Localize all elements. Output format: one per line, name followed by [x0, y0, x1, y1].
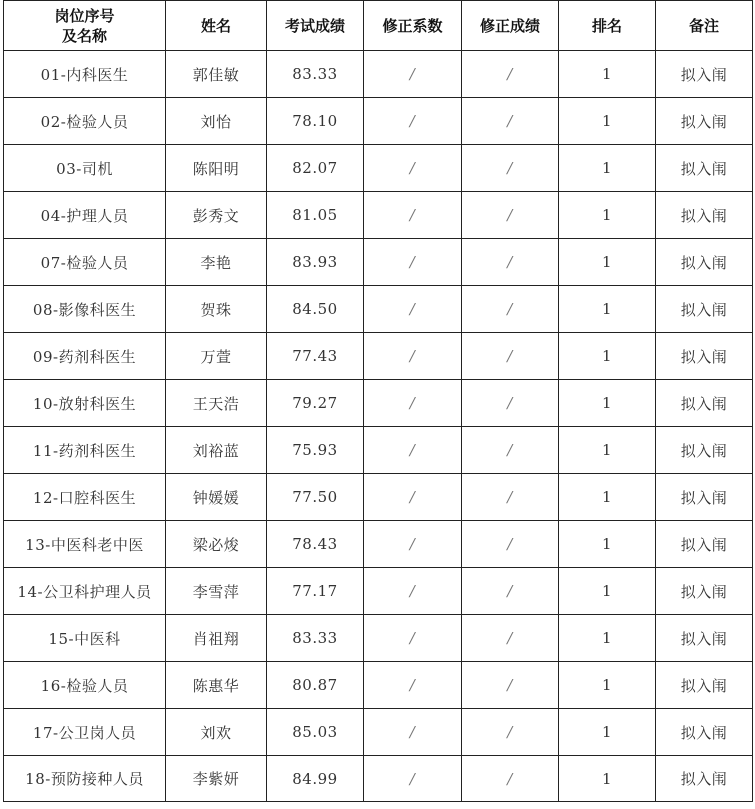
cell-rank: 1: [559, 709, 656, 756]
table-body: [4, 51, 753, 802]
cell-remark: 拟入闱: [656, 51, 753, 98]
cell-remark: 拟入闱: [656, 709, 753, 756]
cell-post: 10-放射科医生: [4, 380, 166, 427]
cell-score: 78.10: [267, 98, 364, 145]
cell-name: 梁必焌: [166, 521, 267, 568]
cell-post: 11-药剂科医生: [4, 427, 166, 474]
cell-post: 14-公卫科护理人员: [4, 568, 166, 615]
cell-post: 09-药剂科医生: [4, 333, 166, 380]
cell-remark: 拟入闱: [656, 521, 753, 568]
cell-remark: 拟入闱: [656, 145, 753, 192]
cell-post: 18-预防接种人员: [4, 756, 166, 802]
table-row: [4, 427, 753, 474]
cell-post: 15-中医科: [4, 615, 166, 662]
table-row: [4, 568, 753, 615]
header-corrected: 修正成绩: [462, 1, 559, 51]
header-post: [4, 1, 166, 51]
cell-score: 77.50: [267, 474, 364, 521]
header-post-line2: 及名称: [61, 26, 107, 45]
cell-coef: /: [364, 615, 462, 662]
cell-name: 郭佳敏: [166, 51, 267, 98]
cell-score: 80.87: [267, 662, 364, 709]
cell-corrected: /: [462, 427, 559, 474]
cell-corrected: /: [462, 145, 559, 192]
cell-score: 84.99: [267, 756, 364, 802]
cell-post: 04-护理人员: [4, 192, 166, 239]
cell-post: 13-中医科老中医: [4, 521, 166, 568]
cell-name: 王天浩: [166, 380, 267, 427]
cell-score: 85.03: [267, 709, 364, 756]
cell-rank: 1: [559, 380, 656, 427]
cell-name: 李艳: [166, 239, 267, 286]
cell-rank: 1: [559, 568, 656, 615]
cell-coef: /: [364, 98, 462, 145]
cell-score: 77.17: [267, 568, 364, 615]
cell-score: 83.33: [267, 51, 364, 98]
cell-remark: 拟入闱: [656, 427, 753, 474]
header-remark: 备注: [656, 1, 753, 51]
cell-rank: 1: [559, 474, 656, 521]
cell-score: 83.93: [267, 239, 364, 286]
cell-rank: 1: [559, 521, 656, 568]
cell-remark: 拟入闱: [656, 662, 753, 709]
cell-corrected: /: [462, 709, 559, 756]
table-row: [4, 615, 753, 662]
table-row: [4, 51, 753, 98]
header-coef: 修正系数: [364, 1, 462, 51]
cell-score: 83.33: [267, 615, 364, 662]
cell-rank: 1: [559, 192, 656, 239]
cell-score: 84.50: [267, 286, 364, 333]
cell-coef: /: [364, 145, 462, 192]
cell-rank: 1: [559, 427, 656, 474]
cell-coef: /: [364, 380, 462, 427]
cell-post: 03-司机: [4, 145, 166, 192]
cell-coef: /: [364, 474, 462, 521]
cell-score: 82.07: [267, 145, 364, 192]
cell-name: 刘裕蓝: [166, 427, 267, 474]
cell-remark: 拟入闱: [656, 286, 753, 333]
cell-name: 彭秀文: [166, 192, 267, 239]
header-name: 姓名: [166, 1, 267, 51]
cell-name: 钟媛媛: [166, 474, 267, 521]
cell-rank: 1: [559, 662, 656, 709]
cell-corrected: /: [462, 239, 559, 286]
cell-coef: /: [364, 239, 462, 286]
table-row: [4, 145, 753, 192]
cell-corrected: /: [462, 474, 559, 521]
cell-rank: 1: [559, 145, 656, 192]
cell-coef: /: [364, 286, 462, 333]
cell-corrected: /: [462, 380, 559, 427]
cell-corrected: /: [462, 521, 559, 568]
cell-rank: 1: [559, 239, 656, 286]
table-row: [4, 474, 753, 521]
cell-coef: /: [364, 333, 462, 380]
cell-rank: 1: [559, 333, 656, 380]
cell-name: 刘怡: [166, 98, 267, 145]
header-score: 考试成绩: [267, 1, 364, 51]
cell-coef: /: [364, 709, 462, 756]
cell-corrected: /: [462, 662, 559, 709]
cell-post: 07-检验人员: [4, 239, 166, 286]
cell-name: 万萱: [166, 333, 267, 380]
cell-corrected: /: [462, 51, 559, 98]
cell-post: 01-内科医生: [4, 51, 166, 98]
cell-remark: 拟入闱: [656, 568, 753, 615]
cell-score: 75.93: [267, 427, 364, 474]
cell-coef: /: [364, 521, 462, 568]
cell-corrected: /: [462, 286, 559, 333]
cell-coef: /: [364, 756, 462, 802]
table-row: [4, 380, 753, 427]
cell-score: 79.27: [267, 380, 364, 427]
cell-name: 肖祖翔: [166, 615, 267, 662]
cell-remark: 拟入闱: [656, 615, 753, 662]
cell-coef: /: [364, 662, 462, 709]
table-row: [4, 239, 753, 286]
cell-coef: /: [364, 51, 462, 98]
cell-name: 陈阳明: [166, 145, 267, 192]
cell-corrected: /: [462, 192, 559, 239]
table-row: [4, 98, 753, 145]
cell-name: 李紫妍: [166, 756, 267, 802]
cell-remark: 拟入闱: [656, 474, 753, 521]
cell-corrected: /: [462, 756, 559, 802]
cell-remark: 拟入闱: [656, 239, 753, 286]
table-row: [4, 286, 753, 333]
cell-coef: /: [364, 192, 462, 239]
table-row: [4, 333, 753, 380]
cell-remark: 拟入闱: [656, 98, 753, 145]
header-post-line1: 岗位序号: [54, 6, 115, 25]
table-row: [4, 709, 753, 756]
cell-remark: 拟入闱: [656, 192, 753, 239]
cell-rank: 1: [559, 756, 656, 802]
cell-rank: 1: [559, 286, 656, 333]
table-row: [4, 756, 753, 802]
cell-rank: 1: [559, 98, 656, 145]
cell-coef: /: [364, 427, 462, 474]
cell-name: 贺珠: [166, 286, 267, 333]
cell-remark: 拟入闱: [656, 756, 753, 802]
cell-corrected: /: [462, 615, 559, 662]
cell-name: 刘欢: [166, 709, 267, 756]
cell-corrected: /: [462, 98, 559, 145]
cell-coef: /: [364, 568, 462, 615]
cell-corrected: /: [462, 333, 559, 380]
table-row: [4, 192, 753, 239]
cell-post: 17-公卫岗人员: [4, 709, 166, 756]
table-row: [4, 521, 753, 568]
cell-corrected: /: [462, 568, 559, 615]
cell-post: 12-口腔科医生: [4, 474, 166, 521]
header-row: [4, 1, 753, 51]
cell-rank: 1: [559, 51, 656, 98]
cell-post: 16-检验人员: [4, 662, 166, 709]
results-table: [3, 0, 753, 802]
cell-score: 77.43: [267, 333, 364, 380]
cell-name: 陈惠华: [166, 662, 267, 709]
cell-name: 李雪萍: [166, 568, 267, 615]
header-rank: 排名: [559, 1, 656, 51]
cell-remark: 拟入闱: [656, 333, 753, 380]
cell-remark: 拟入闱: [656, 380, 753, 427]
cell-rank: 1: [559, 615, 656, 662]
table-row: [4, 662, 753, 709]
cell-score: 81.05: [267, 192, 364, 239]
cell-post: 02-检验人员: [4, 98, 166, 145]
cell-score: 78.43: [267, 521, 364, 568]
cell-post: 08-影像科医生: [4, 286, 166, 333]
